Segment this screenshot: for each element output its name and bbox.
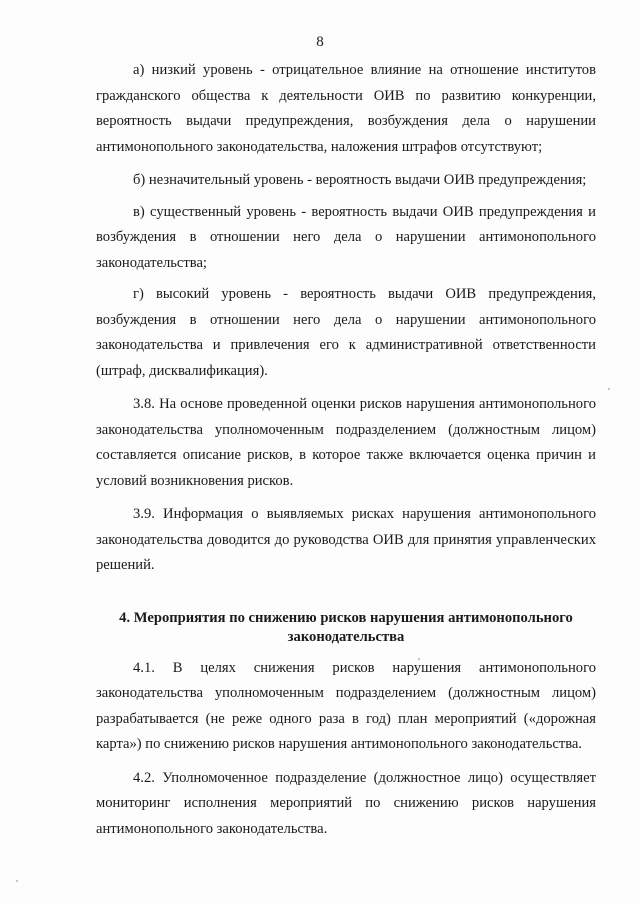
paragraph-3-9: 3.9. Информация о выявляемых рисках нарушения антимонопольного законодательства доводится до руководства ОИВ для принятия управленческих решений. [96, 506, 596, 573]
paragraph-risk-level-significant: в) существенный уровень - вероятность выдачи ОИВ предупреждения и возбуждения в отношении него дела о нарушении антимонопольного законодательства; [96, 203, 596, 271]
page-number: 8 [316, 34, 324, 50]
paragraph-4-2: 4.2. Уполномоченное подразделение (должностное лицо) осуществляет мониторинг исполнения мероприятий по снижению рисков нарушения антимонопольного законодательства. [96, 769, 596, 837]
scan-speck [16, 880, 18, 882]
document-body [96, 58, 596, 850]
paragraph-risk-level-high: г) высокий уровень - вероятность выдачи ОИВ предупреждения, возбуждения в отношении него дела о нарушении антимонопольного законодательства и привлечения его к административной ответственности (штраф, дисквалификация). [96, 286, 596, 379]
paragraph-risk-level-low: а) низкий уровень - отрицательное влияние на отношение институтов гражданского общества к деятельности ОИВ по развитию конкуренции, вероятность выдачи предупреждения, возбуждения дела о нарушении антимонопольного законодательства, наложения штрафов отсутствуют; [96, 62, 596, 155]
section-heading-line-2: законодательства [287, 628, 405, 645]
scan-speck [418, 658, 420, 660]
paragraph-4-1: 4.1. В целях снижения рисков нарушения антимонопольного законодательства уполномоченным подразделением (должностным лицом) разрабатывается (не реже одного раза в год) план мероприятий («дорожная карта») по снижению рисков нарушения антимонопольного законодательства. [96, 659, 596, 752]
section-heading-line-1: 4. Мероприятия по снижению рисков нарушения антимонопольного [119, 609, 573, 626]
scan-speck [608, 388, 610, 390]
paragraph-risk-level-minor: б) незначительный уровень - вероятность выдачи ОИВ предупреждения; [133, 172, 587, 188]
paragraph-3-8: 3.8. На основе проведенной оценки рисков нарушения антимонопольного законодательства уполномоченным подразделением (должностным лицом) составляется описание рисков, в которое также включается оценка причин и условий возникновения рисков. [96, 396, 596, 489]
section-heading-4 [96, 609, 596, 647]
